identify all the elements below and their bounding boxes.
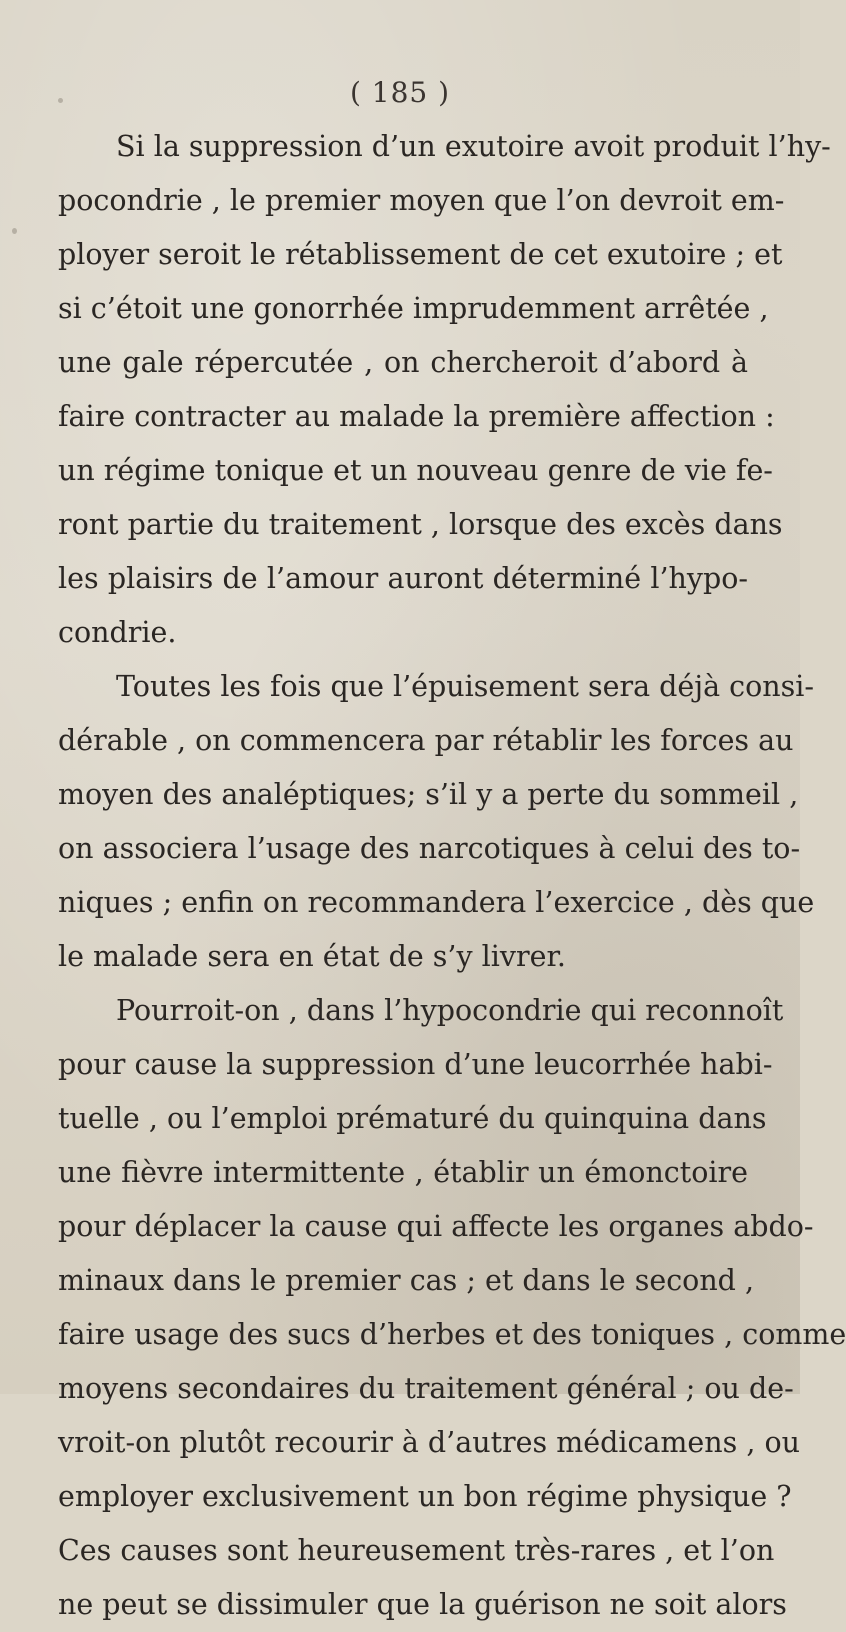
text-line: un régime tonique et un nouveau genre de vie fe- — [58, 454, 773, 487]
text-line: Toutes les fois que l’épuisement sera déjà consi- — [116, 670, 815, 703]
text-line: employer exclusivement un bon régime physique ? — [58, 1480, 792, 1513]
text-line: moyen des analéptiques; s’il y a perte du sommeil , — [58, 778, 799, 811]
text-line: le malade sera en état de s’y livrer. — [58, 940, 566, 973]
text-line: faire usage des sucs d’herbes et des toniques , comme — [58, 1318, 846, 1351]
text-line: dérable , on commencera par rétablir les forces au — [58, 724, 794, 757]
text-line: une fièvre intermittente , établir un émonctoire — [58, 1156, 748, 1189]
text-line: ployer seroit le rétablissement de cet exutoire ; et — [58, 238, 783, 271]
text-line: pour cause la suppression d’une leucorrhée habi- — [58, 1048, 773, 1081]
text-line: niques ; enfin on recommandera l’exercice , dès que — [58, 886, 815, 919]
text-line: tuelle , ou l’emploi prématuré du quinquina dans — [58, 1102, 767, 1135]
page-number: ( 185 ) — [349, 76, 451, 109]
text-line: ne peut se dissimuler que la guérison ne soit alors — [58, 1588, 787, 1621]
text-line: moyens secondaires du traitement général ; ou de- — [58, 1372, 794, 1405]
text-line: condrie. — [58, 616, 177, 649]
text-line: ront partie du traitement , lorsque des excès dans — [58, 508, 783, 541]
text-line: pocondrie , le premier moyen que l’on devroit em- — [58, 184, 785, 217]
ink-spot — [12, 228, 17, 234]
body-text — [58, 120, 846, 1632]
text-line: une gale répercutée , on chercheroit d’abord à — [58, 346, 748, 379]
text-line: minaux dans le premier cas ; et dans le second , — [58, 1264, 755, 1297]
text-line: si c’étoit une gonorrhée imprudemment arrêtée , — [58, 292, 769, 325]
text-line: Pourroit-on , dans l’hypocondrie qui reconnoît — [116, 994, 784, 1027]
text-line: les plaisirs de l’amour auront déterminé l’hypo- — [58, 562, 748, 595]
text-line: Ces causes sont heureusement très-rares , et l’on — [58, 1534, 775, 1567]
text-line: faire contracter au malade la première affection : — [58, 400, 775, 433]
text-line: vroit-on plutôt recourir à d’autres médicamens , ou — [58, 1426, 800, 1459]
text-line: Si la suppression d’un exutoire avoit produit l’hy- — [116, 130, 831, 163]
text-line: pour déplacer la cause qui affecte les organes abdo- — [58, 1210, 814, 1243]
text-line: on associera l’usage des narcotiques à celui des to- — [58, 832, 801, 865]
